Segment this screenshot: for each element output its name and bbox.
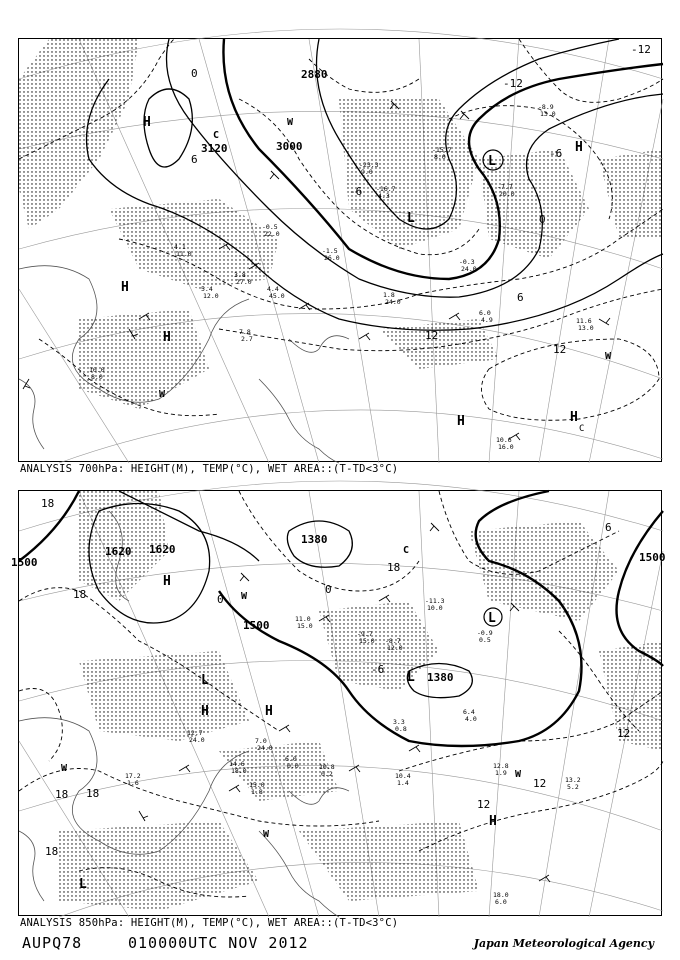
station-dewpoint-depression: 1.8 bbox=[251, 788, 263, 796]
cold-center-marker: C bbox=[213, 130, 220, 141]
station-dewpoint-depression: 26.0 bbox=[324, 254, 340, 262]
warm-center-marker: W bbox=[159, 389, 166, 400]
low-center-marker: L bbox=[407, 670, 415, 685]
station-dewpoint-depression: 0.8 bbox=[395, 725, 407, 733]
station-temp: 10.8 bbox=[319, 763, 335, 771]
station-temp: -7.7 bbox=[497, 183, 513, 191]
chart-code: AUPQ78 bbox=[22, 934, 83, 952]
station-temp: 17.2 bbox=[125, 772, 141, 780]
temp-label: -6 bbox=[549, 147, 563, 160]
map-panel-850hpa bbox=[11, 490, 666, 916]
station-dewpoint-depression: 24.0 bbox=[257, 744, 273, 752]
station-dewpoint-depression: 20.0 bbox=[499, 190, 515, 198]
warm-center-marker: W bbox=[241, 591, 248, 602]
station-dewpoint-depression: 8.0 bbox=[434, 153, 446, 161]
high-center-marker: H bbox=[121, 280, 129, 295]
temp-label: -6 bbox=[371, 663, 385, 676]
panel-caption-850hpa: ANALYSIS 850hPa: HEIGHT(M), TEMP(°C), WET AREA::(T-TD<3°C) bbox=[20, 917, 399, 929]
temp-label: 12 bbox=[553, 343, 567, 356]
warm-center-marker: W bbox=[515, 769, 522, 780]
high-center-marker: H bbox=[457, 414, 465, 429]
station-temp: 4.4 bbox=[267, 285, 279, 293]
station-temp: -23.3 bbox=[359, 161, 379, 169]
height-label: 3000 bbox=[276, 140, 303, 153]
station-temp: -16.7 bbox=[376, 185, 396, 193]
low-center-marker: L bbox=[201, 673, 209, 688]
temp-label: 0 bbox=[191, 67, 198, 80]
weather-map-850hpa bbox=[11, 491, 666, 917]
height-label: 1380 bbox=[301, 533, 328, 546]
station-temp: 6.0 bbox=[479, 309, 491, 317]
height-label: 3120 bbox=[201, 142, 228, 155]
station-temp: 15.0 bbox=[249, 781, 265, 789]
station-dewpoint-depression: 1.6 bbox=[127, 779, 139, 787]
weather-map-700hpa bbox=[19, 39, 663, 463]
station-temp: 10.0 bbox=[89, 366, 105, 374]
temp-label: 0 bbox=[217, 593, 224, 606]
high-center-marker: H bbox=[163, 330, 171, 345]
station-dewpoint-depression: 4.3 bbox=[378, 192, 390, 200]
station-dewpoint-depression: 1.4 bbox=[397, 779, 409, 787]
high-center-marker: H bbox=[163, 574, 171, 589]
station-temp: -15.7 bbox=[432, 146, 452, 154]
warm-center-marker: W bbox=[61, 763, 68, 774]
temp-label: 18 bbox=[73, 588, 87, 601]
temp-label: 0 bbox=[325, 583, 332, 596]
cold-center-marker: C bbox=[403, 545, 410, 556]
valid-time: 010000UTC NOV 2012 bbox=[128, 934, 309, 952]
temp-label: -12 bbox=[503, 77, 523, 90]
height-label: 1500 bbox=[11, 556, 38, 569]
temp-label: 18 bbox=[86, 787, 100, 800]
station-temp: -1.5 bbox=[322, 247, 338, 255]
height-label: 1500 bbox=[639, 551, 666, 564]
warm-center-marker: W bbox=[287, 117, 294, 128]
temp-label: 18 bbox=[387, 561, 401, 574]
station-dewpoint-depression: 0.2 bbox=[321, 770, 333, 778]
station-dewpoint-depression: 15.0 bbox=[297, 622, 313, 630]
station-temp: 7.8 bbox=[239, 328, 251, 336]
station-dewpoint-depression: 4.0 bbox=[465, 715, 477, 723]
temp-label: 18 bbox=[45, 845, 59, 858]
low-center-marker: L bbox=[488, 611, 496, 626]
station-dewpoint-depression: 0.0 bbox=[287, 762, 299, 770]
station-dewpoint-depression: 24.0 bbox=[385, 298, 401, 306]
high-center-marker: H bbox=[489, 814, 497, 829]
height-label: 1500 bbox=[243, 619, 270, 632]
station-dewpoint-depression: 2.7 bbox=[241, 335, 253, 343]
agency-name: Japan Meteorological Agency bbox=[473, 937, 654, 950]
warm-center-marker: W bbox=[263, 829, 270, 840]
station-temp: -8.9 bbox=[538, 103, 554, 111]
temp-label: 12 bbox=[425, 329, 439, 342]
station-dewpoint-depression: 13.0 bbox=[578, 324, 594, 332]
station-dewpoint-depression: 1.9 bbox=[495, 769, 507, 777]
temp-label: 18 bbox=[55, 788, 69, 801]
temp-label: 6 bbox=[191, 153, 198, 166]
cold-center-marker: C bbox=[579, 424, 585, 434]
station-temp: -0.5 bbox=[262, 223, 278, 231]
station-dewpoint-depression: 13.0 bbox=[540, 110, 556, 118]
station-temp: -11.3 bbox=[425, 597, 445, 605]
station-temp: 6.4 bbox=[463, 708, 475, 716]
temp-label: 6 bbox=[605, 521, 612, 534]
station-dewpoint-depression: 0.5 bbox=[479, 636, 491, 644]
station-temp: -0.9 bbox=[477, 629, 493, 637]
station-dewpoint-depression: 22.0 bbox=[264, 230, 280, 238]
station-temp: 4.1 bbox=[174, 243, 186, 251]
station-dewpoint-depression: 18.0 bbox=[231, 767, 247, 775]
station-temp: -9.7 bbox=[357, 630, 373, 638]
low-center-marker: L bbox=[407, 211, 415, 226]
station-dewpoint-depression: 11.0 bbox=[176, 250, 192, 258]
station-temp: 18.0 bbox=[493, 891, 509, 899]
station-temp: 6.0 bbox=[285, 755, 297, 763]
temp-label: 12 bbox=[477, 798, 491, 811]
station-dewpoint-depression: 4.9 bbox=[481, 316, 493, 324]
high-center-marker: H bbox=[570, 410, 578, 425]
station-temp: 3.8 bbox=[234, 271, 246, 279]
station-temp: 10.6 bbox=[496, 436, 512, 444]
low-center-marker: L bbox=[79, 877, 87, 892]
height-label: 2880 bbox=[301, 68, 328, 81]
high-center-marker: H bbox=[201, 704, 209, 719]
temp-label: 6 bbox=[517, 291, 524, 304]
high-center-marker: H bbox=[575, 140, 583, 155]
high-center-marker: H bbox=[265, 704, 273, 719]
station-temp: -0.3 bbox=[459, 258, 475, 266]
temp-label: -12 bbox=[631, 43, 651, 56]
station-temp: 11.0 bbox=[295, 615, 311, 623]
station-temp: 3.3 bbox=[393, 718, 405, 726]
station-temp: 14.6 bbox=[229, 760, 245, 768]
station-dewpoint-depression: 6.0 bbox=[495, 898, 507, 906]
station-dewpoint-depression: 15.0 bbox=[359, 637, 375, 645]
station-dewpoint-depression: 8.0 bbox=[91, 373, 103, 381]
temp-label: 0 bbox=[539, 213, 546, 226]
warm-center-marker: W bbox=[605, 351, 612, 362]
low-center-marker: L bbox=[488, 154, 496, 169]
station-dewpoint-depression: 24.0 bbox=[189, 736, 205, 744]
station-temp: 5.4 bbox=[201, 285, 213, 293]
station-dewpoint-depression: 12.0 bbox=[387, 644, 403, 652]
station-dewpoint-depression: 12.0 bbox=[203, 292, 219, 300]
station-dewpoint-depression: 9.0 bbox=[361, 168, 373, 176]
height-label: 1380 bbox=[427, 671, 454, 684]
temp-label: -6 bbox=[349, 185, 363, 198]
station-dewpoint-depression: 45.0 bbox=[269, 292, 285, 300]
high-center-marker: H bbox=[143, 115, 151, 130]
station-dewpoint-depression: 24.0 bbox=[461, 265, 477, 273]
map-panel-700hpa bbox=[18, 38, 662, 462]
height-label: 1620 bbox=[149, 543, 176, 556]
temp-label: 12 bbox=[617, 727, 631, 740]
temp-label: 12 bbox=[533, 777, 547, 790]
station-temp: 11.6 bbox=[576, 317, 592, 325]
panel-caption-700hpa: ANALYSIS 700hPa: HEIGHT(M), TEMP(°C), WET AREA::(T-TD<3°C) bbox=[20, 463, 399, 475]
station-dewpoint-depression: 10.0 bbox=[427, 604, 443, 612]
station-temp: 12.7 bbox=[187, 729, 203, 737]
station-temp: 13.2 bbox=[565, 776, 581, 784]
station-temp: 7.0 bbox=[255, 737, 267, 745]
station-dewpoint-depression: 27.0 bbox=[236, 278, 252, 286]
height-label: 1620 bbox=[105, 545, 132, 558]
temp-label: 18 bbox=[41, 497, 55, 510]
station-temp: 1.8 bbox=[383, 291, 395, 299]
station-temp: 12.8 bbox=[493, 762, 509, 770]
station-dewpoint-depression: 5.2 bbox=[567, 783, 579, 791]
station-temp: -8.7 bbox=[385, 637, 401, 645]
station-dewpoint-depression: 16.0 bbox=[498, 443, 514, 451]
station-temp: 10.4 bbox=[395, 772, 411, 780]
